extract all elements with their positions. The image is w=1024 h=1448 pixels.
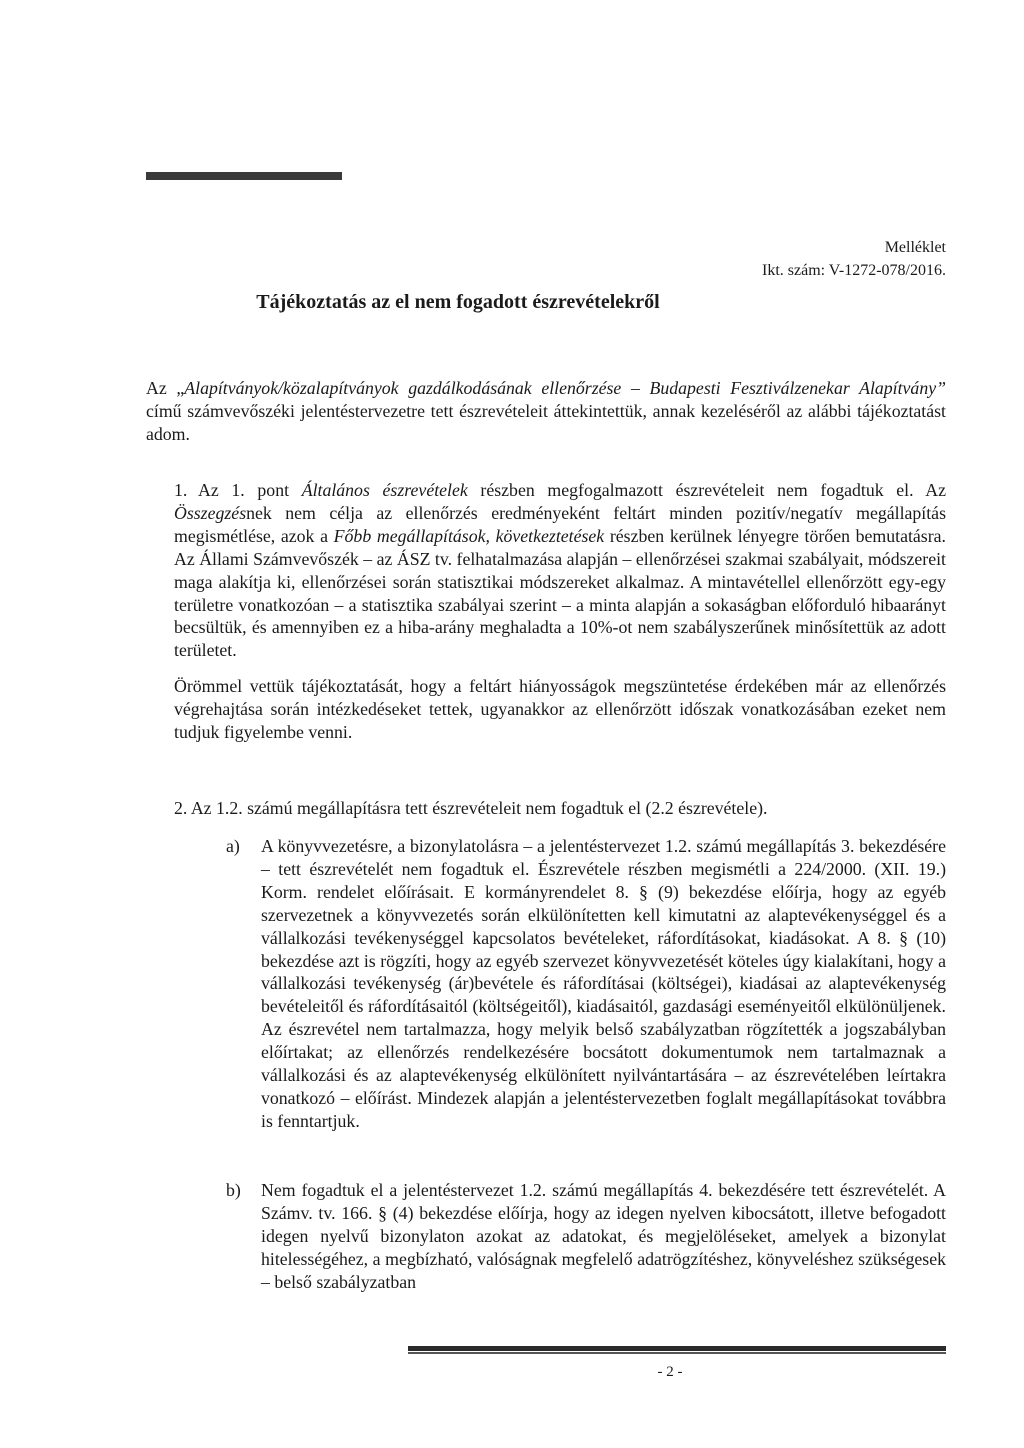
item-1-paragraph-1 xyxy=(174,479,946,662)
item-1-number: 1. xyxy=(174,480,188,500)
sub-b-label: b) xyxy=(226,1180,241,1200)
reference-block xyxy=(762,236,946,282)
intro-italic-title: Alapítványok/közalapítványok gazdálkodásának ellenőrzése – Budapesti Fesztiválzenekar Alapítvány” xyxy=(184,378,946,398)
item-1-text-1: Az 1. pont xyxy=(198,480,302,500)
item-1 xyxy=(174,479,946,744)
item-1-text-3: nek nem célja az ellenőrzés eredményeként feltárt minden pozitív/negatív megállapítás megismétlése, azok a xyxy=(174,502,946,546)
document-title: Tájékoztatás az el nem fogadott észrevételekről xyxy=(256,291,660,313)
item-1-text-4: részben kerülnek lényegre törően bemutatásra. Az Állami Számvevőszék – az ÁSZ tv. felhatalmazása alapján – ellenőrzései szakmai szabályait, módszereit maga alakítja ki, ellenőrzései során statisztikai módszereket alkalmaz. A mintavétellel ellenőrzött egy-egy területre vonatkozóan – a statisztika szabályai szerint – a minta alapján a sokaságban előforduló hibaarányt becsültük, és amennyiben ez a hiba-arány meghaladta a 10%-ot nem szabályszerűnek minősítettük az adott területet. xyxy=(174,525,946,661)
sub-a-text: A könyvvezetésre, a bizonylatolásra – a jelentéstervezet 1.2. számú megállapítás 3. bekezdésére – tett észrevételét nem fogadtuk el. Észrevétele részben megismétli a 224/2000. (XII. 19.) Korm. rendelet előírásait. E kormányrendelet 8. § (9) bekezdése előírja, hogy az egyéb szervezetnek a könyvvezetés során elkülönítetten kell kimutatni az alaptevékenységgel és a vállalkozási tevékenységgel kapcsolatos bevételeket, ráfordításokat, kiadásokat. A 8. § (10) bekezdése azt is rögzíti, hogy az egyéb szervezet könyvvezetését köteles úgy kialakítani, hogy a vállalkozási tevékenység (ár)bevétele és ráfordításai (költségei), kiadásai az alaptevékenység bevételeitől és ráfordításaitól (költségeitől), kiadásaitól, gazdasági eseményeitől elkülönüljenek. Az észrevétel nem tartalmazza, hogy melyik belső szabályzatban rögzítették a jogszabályban előírtakat; az ellenőrzés rendelkezésére bocsátott dokumentumok nem tartalmaznak a vállalkozási és az alaptevékenység elkülönített nyilvántartására – az észrevételében leírtakra vonatkozó – előírást. Mindezek alapján a jelentéstervezetben foglalt megállapításokat továbbra is fenntartjuk. xyxy=(261,836,946,1131)
sub-b-text: Nem fogadtuk el a jelentéstervezet 1.2. számú megállapítás 4. bekezdésére tett észrevételét. A Számv. tv. 166. § (4) bekezdése előírja, hogy az idegen nyelven kibocsátott, illetve befogadott idegen nyelvű bizonylaton azokat az adatokat, és megjelöléseket, amelyek a bizonylat hitelességéhez, a megbízható, valóságnak megfelelő adatrögzítéshez, könyveléshez szükségesek – belső szabályzatban xyxy=(261,1180,946,1292)
item-2-sub-a xyxy=(226,835,946,1133)
item-1-italic-1: Általános észrevételek xyxy=(301,480,468,500)
intro-paragraph xyxy=(146,377,946,446)
item-1-paragraph-2: Örömmel vettük tájékoztatását, hogy a feltárt hiányosságok megszüntetése érdekében már az ellenőrzés végrehajtása során intézkedéseket tettek, ugyanakkor az ellenőrzött időszak vonatkozásában ezeket nem tudjuk figyelembe venni. xyxy=(174,676,946,743)
reference-number: Ikt. szám: V-1272-078/2016. xyxy=(762,262,946,279)
item-2-text: Az 1.2. számú megállapításra tett észrevételeit nem fogadtuk el (2.2 észrevétele). xyxy=(190,798,768,818)
item-2-sub-b xyxy=(226,1179,946,1294)
footer-rule-thin xyxy=(408,1352,946,1354)
item-1-text-2: részben megfogalmazott észrevételeit nem fogadtuk el. Az xyxy=(467,480,946,500)
attachment-label: Melléklet xyxy=(884,239,946,256)
item-1-italic-2: Összegzés xyxy=(174,502,247,523)
item-2-number: 2. xyxy=(174,798,188,818)
footer-rule xyxy=(408,1346,946,1351)
item-1-italic-3: Főbb megállapítások, következtetések xyxy=(333,525,605,546)
intro-prefix: Az „ xyxy=(146,378,185,398)
page-number: - 2 - xyxy=(657,1364,683,1380)
item-2 xyxy=(174,797,946,820)
sub-a-label: a) xyxy=(226,836,240,856)
intro-rest: című számvevőszéki jelentéstervezetre tett észrevételeit áttekintettük, annak kezeléséről az alábbi tájékoztatást adom. xyxy=(146,400,946,444)
header-bar xyxy=(146,172,342,180)
